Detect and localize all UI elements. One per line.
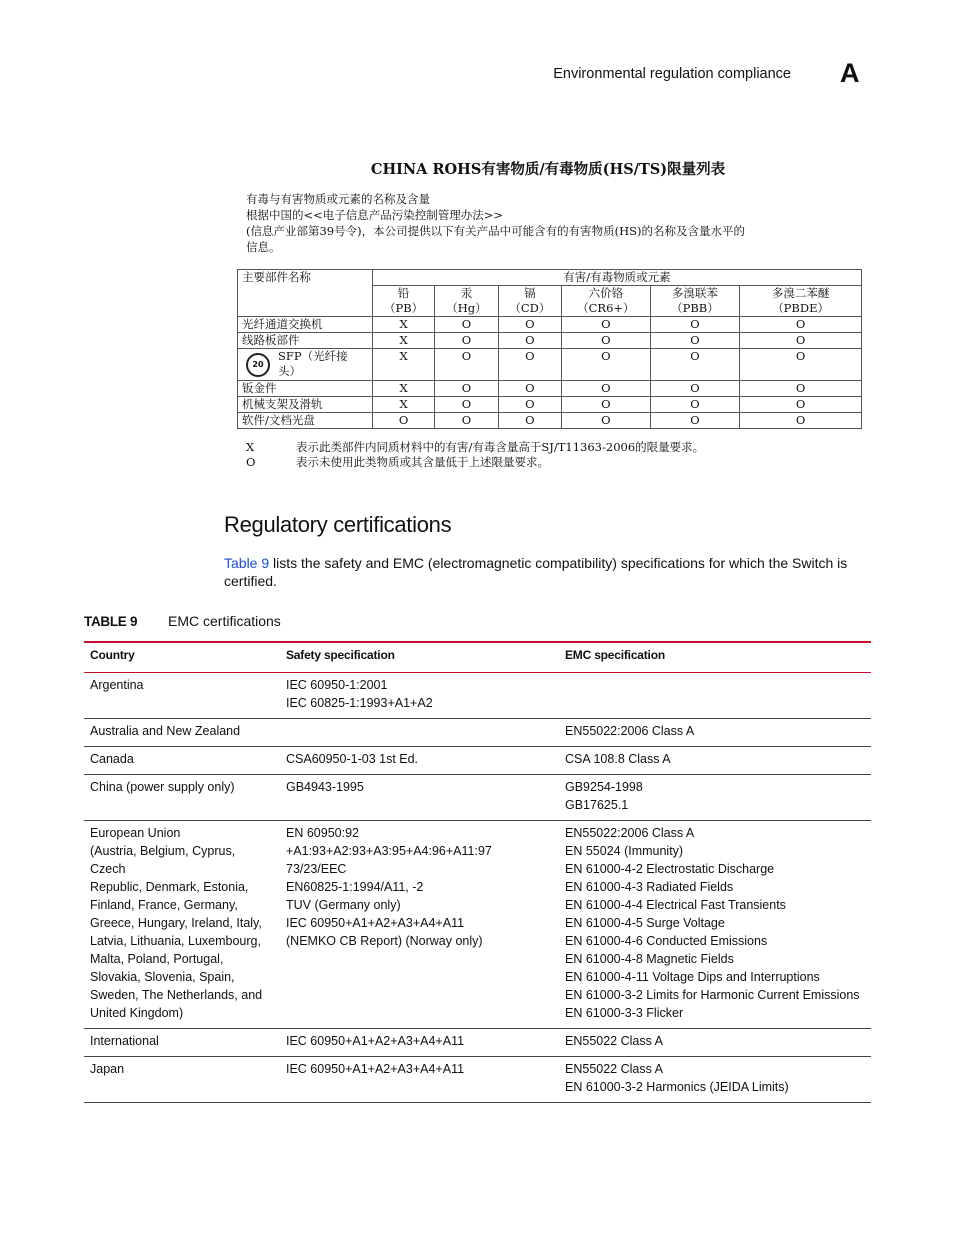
- legend-text: 表示未使用此类物质或其含量低于上述限量要求。: [296, 455, 549, 469]
- emc-header-row: [84, 642, 871, 673]
- emc-line: EN 61000-4-3 Radiated Fields: [565, 880, 734, 894]
- safety-cell: [280, 673, 559, 719]
- substance-name: 六价铬: [588, 286, 624, 300]
- legend-key: X: [246, 440, 255, 454]
- section-body-text: lists the safety and EMC (electromagnetic compatibility) specifications for which the Switch is certified.: [224, 555, 848, 589]
- substance-symbol: （PB）: [383, 301, 424, 315]
- country-line: International: [90, 1034, 159, 1048]
- rohs-value-cell: O: [650, 333, 740, 349]
- rohs-value-cell: X: [372, 317, 434, 333]
- safety-column-header: Safety specification: [280, 642, 559, 673]
- legend-row: [246, 455, 704, 470]
- emc-certifications-table: [84, 641, 871, 1103]
- emc-table-row: [84, 673, 871, 719]
- emc-line: GB17625.1: [565, 798, 629, 812]
- rohs-value-cell: O: [650, 397, 740, 413]
- country-line: China (power supply only): [90, 780, 235, 794]
- rohs-substance-header: [740, 286, 862, 317]
- emc-line: EN 61000-4-8 Magnetic Fields: [565, 952, 734, 966]
- page-header: [0, 58, 954, 88]
- table-caption: [84, 613, 281, 629]
- rohs-value-cell: O: [562, 317, 651, 333]
- country-line: United Kingdom): [90, 1006, 184, 1020]
- emc-table-row: [84, 775, 871, 821]
- rohs-substance-header: [435, 286, 498, 317]
- country-line: Australia and New Zealand: [90, 724, 241, 738]
- table-caption-label: TABLE 9: [84, 614, 138, 629]
- safety-cell: [280, 775, 559, 821]
- rohs-row: [238, 349, 862, 381]
- rohs-intro-line: 根据中国的<<电子信息产品污染控制管理办法>>: [246, 208, 504, 222]
- rohs-value-cell: O: [650, 349, 740, 381]
- emc-cell: [559, 775, 871, 821]
- rohs-value-cell: O: [650, 413, 740, 429]
- safety-line: EN 60950:92: [286, 826, 359, 840]
- emc-line: EN 61000-3-3 Flicker: [565, 1006, 684, 1020]
- legend-row: [246, 440, 704, 455]
- country-line: (Austria, Belgium, Cyprus, Czech: [90, 844, 236, 876]
- rohs-value-cell: O: [498, 333, 561, 349]
- safety-line: (NEMKO CB Report) (Norway only): [286, 934, 483, 948]
- rohs-row: [238, 397, 862, 413]
- emc-line: EN55022 Class A: [565, 1062, 663, 1076]
- country-cell: [84, 747, 280, 775]
- country-line: Canada: [90, 752, 134, 766]
- substance-symbol: （PBB）: [671, 301, 719, 315]
- rohs-value-cell: O: [498, 397, 561, 413]
- emc-table-row: [84, 821, 871, 1029]
- rohs-title: CHINA ROHS有害物质/有毒物质(HS/TS)限量列表: [370, 161, 726, 178]
- header-title: Environmental regulation compliance: [553, 66, 791, 82]
- safety-line: 73/23/EEC: [286, 862, 347, 876]
- rohs-part-cell: 光纤通道交换机: [238, 317, 373, 333]
- emc-table-row: [84, 719, 871, 747]
- rohs-intro-line: 有毒与有害物质或元素的名称及含量: [246, 192, 430, 206]
- substance-symbol: （CD）: [509, 301, 551, 315]
- safety-line: TUV (Germany only): [286, 898, 401, 912]
- emc-table-row: [84, 1057, 871, 1103]
- rohs-table: [237, 269, 862, 429]
- rohs-value-cell: O: [498, 413, 561, 429]
- rohs-value-cell: O: [562, 381, 651, 397]
- country-cell: [84, 821, 280, 1029]
- country-line: Republic, Denmark, Estonia,: [90, 880, 249, 894]
- substance-name: 汞: [460, 286, 473, 300]
- appendix-letter: A: [840, 58, 860, 88]
- emc-cell: [559, 1057, 871, 1103]
- legend-text: 表示此类部件内同质材料中的有害/有毒含量高于SJ/T11363-2006的限量要求。: [296, 440, 705, 454]
- rohs-value-cell: O: [740, 317, 862, 333]
- country-column-header: Country: [84, 642, 280, 673]
- emc-column-header: EMC specification: [559, 642, 871, 673]
- safety-cell: [280, 1057, 559, 1103]
- safety-cell: [280, 747, 559, 775]
- rohs-value-cell: O: [650, 317, 740, 333]
- rohs-part-cell: 钣金件: [238, 381, 373, 397]
- rohs-value-cell: X: [372, 397, 434, 413]
- country-cell: [84, 1029, 280, 1057]
- safety-line: CSA60950-1-03 1st Ed.: [286, 752, 419, 766]
- section-body: [224, 554, 874, 590]
- section-heading: Regulatory certifications: [224, 512, 452, 537]
- rohs-value-cell: O: [562, 397, 651, 413]
- substance-name: 铅: [397, 286, 410, 300]
- safety-line: IEC 60950-1:2001: [286, 678, 388, 692]
- country-line: Sweden, The Netherlands, and: [90, 988, 263, 1002]
- country-line: Argentina: [90, 678, 144, 692]
- rohs-row: [238, 413, 862, 429]
- country-line: European Union: [90, 826, 181, 840]
- rohs-row: [238, 317, 862, 333]
- rohs-row: [238, 333, 862, 349]
- rohs-part-header: 主要部件名称: [238, 270, 373, 317]
- rohs-value-cell: X: [372, 333, 434, 349]
- rohs-part-cell: 软件/文档光盘: [238, 413, 373, 429]
- safety-cell: [280, 1029, 559, 1057]
- safety-line: IEC 60950+A1+A2+A3+A4+A11: [286, 1062, 465, 1076]
- safety-line: IEC 60825-1:1993+A1+A2: [286, 696, 433, 710]
- rohs-value-cell: O: [562, 333, 651, 349]
- rohs-part-cell: [238, 349, 373, 381]
- rohs-value-cell: X: [372, 381, 434, 397]
- emc-line: EN 61000-4-6 Conducted Emissions: [565, 934, 768, 948]
- emc-cell: [559, 673, 871, 719]
- rohs-row: [238, 381, 862, 397]
- country-line: Latvia, Lithuania, Luxembourg,: [90, 934, 261, 948]
- safety-line: IEC 60950+A1+A2+A3+A4+A11: [286, 916, 465, 930]
- emc-line: EN 61000-3-2 Harmonics (JEIDA Limits): [565, 1080, 789, 1094]
- country-cell: [84, 719, 280, 747]
- rohs-legend: [246, 440, 704, 470]
- rohs-value-cell: O: [435, 413, 498, 429]
- rohs-part-cell: 机械支架及滑轨: [238, 397, 373, 413]
- country-cell: [84, 673, 280, 719]
- rohs-value-cell: O: [435, 397, 498, 413]
- safety-cell: [280, 821, 559, 1029]
- rohs-value-cell: O: [562, 349, 651, 381]
- rohs-value-cell: O: [498, 349, 561, 381]
- legend-key: O: [246, 455, 256, 469]
- country-line: Malta, Poland, Portugal,: [90, 952, 224, 966]
- rohs-value-cell: O: [498, 381, 561, 397]
- rohs-group-header: 有害/有毒物质或元素: [372, 270, 861, 286]
- country-cell: [84, 775, 280, 821]
- rohs-value-cell: O: [435, 349, 498, 381]
- rohs-value-cell: O: [435, 333, 498, 349]
- safety-line: IEC 60950+A1+A2+A3+A4+A11: [286, 1034, 465, 1048]
- emc-table-body: [84, 673, 871, 1103]
- emc-line: EN 55024 (Immunity): [565, 844, 684, 858]
- country-line: Slovakia, Slovenia, Spain,: [90, 970, 235, 984]
- emc-line: EN 61000-4-5 Surge Voltage: [565, 916, 725, 930]
- rohs-value-cell: O: [740, 397, 862, 413]
- rohs-value-cell: O: [740, 333, 862, 349]
- safety-line: +A1:93+A2:93+A3:95+A4:96+A11:97: [286, 844, 492, 858]
- safety-line: EN60825-1:1994/A11, -2: [286, 880, 424, 894]
- country-line: Greece, Hungary, Ireland, Italy,: [90, 916, 262, 930]
- emc-cell: [559, 1029, 871, 1057]
- rohs-value-cell: O: [435, 381, 498, 397]
- rohs-intro: [246, 191, 856, 255]
- safety-cell: [280, 719, 559, 747]
- rohs-value-cell: O: [650, 381, 740, 397]
- emc-line: EN55022 Class A: [565, 1034, 663, 1048]
- rohs-substance-header: [372, 286, 434, 317]
- country-cell: [84, 1057, 280, 1103]
- rohs-part-name: 头）: [278, 364, 301, 378]
- emc-table-row: [84, 1029, 871, 1057]
- rohs-value-cell: O: [498, 317, 561, 333]
- substance-symbol: （PBDE）: [772, 301, 829, 315]
- rohs-value-cell: O: [740, 381, 862, 397]
- emc-line: EN55022:2006 Class A: [565, 826, 695, 840]
- emc-table-row: [84, 747, 871, 775]
- substance-symbol: （Hg）: [446, 301, 487, 315]
- emc-cell: [559, 719, 871, 747]
- rohs-value-cell: O: [562, 413, 651, 429]
- emc-line: GB9254-1998: [565, 780, 643, 794]
- emc-line: EN 61000-4-4 Electrical Fast Transients: [565, 898, 786, 912]
- rohs-value-cell: O: [435, 317, 498, 333]
- rohs-value-cell: O: [740, 349, 862, 381]
- epup-logo-icon: 20: [246, 353, 270, 377]
- rohs-value-cell: O: [372, 413, 434, 429]
- rohs-value-cell: X: [372, 349, 434, 381]
- rohs-substance-header: [498, 286, 561, 317]
- rohs-part-cell: 线路板部件: [238, 333, 373, 349]
- substance-name: 多溴联苯: [671, 286, 718, 300]
- rohs-intro-line: (信息产业部第39号令)，本公司提供以下有关产品中可能含有的有害物质(HS)的名称及含量水平的: [246, 224, 745, 238]
- emc-cell: [559, 747, 871, 775]
- country-line: Finland, France, Germany,: [90, 898, 238, 912]
- rohs-value-cell: O: [740, 413, 862, 429]
- rohs-substance-header: [562, 286, 651, 317]
- emc-line: CSA 108.8 Class A: [565, 752, 671, 766]
- emc-line: EN 61000-4-2 Electrostatic Discharge: [565, 862, 775, 876]
- emc-line: EN 61000-3-2 Limits for Harmonic Current Emissions: [565, 988, 860, 1002]
- substance-name: 多溴二苯醚: [771, 286, 830, 300]
- emc-line: EN 61000-4-11 Voltage Dips and Interruptions: [565, 970, 820, 984]
- emc-cell: [559, 821, 871, 1029]
- rohs-intro-line: 信息。: [246, 240, 281, 254]
- country-line: Japan: [90, 1062, 125, 1076]
- safety-line: GB4943-1995: [286, 780, 364, 794]
- emc-line: EN55022:2006 Class A: [565, 724, 695, 738]
- table-9-link[interactable]: Table 9: [224, 555, 270, 571]
- rohs-part-name: SFP（光纤接: [278, 349, 348, 363]
- substance-name: 镉: [524, 286, 536, 300]
- substance-symbol: （CR6+）: [577, 301, 635, 315]
- table-caption-text: EMC certifications: [168, 613, 281, 629]
- rohs-substance-header: [650, 286, 740, 317]
- rohs-table-body: [238, 317, 862, 429]
